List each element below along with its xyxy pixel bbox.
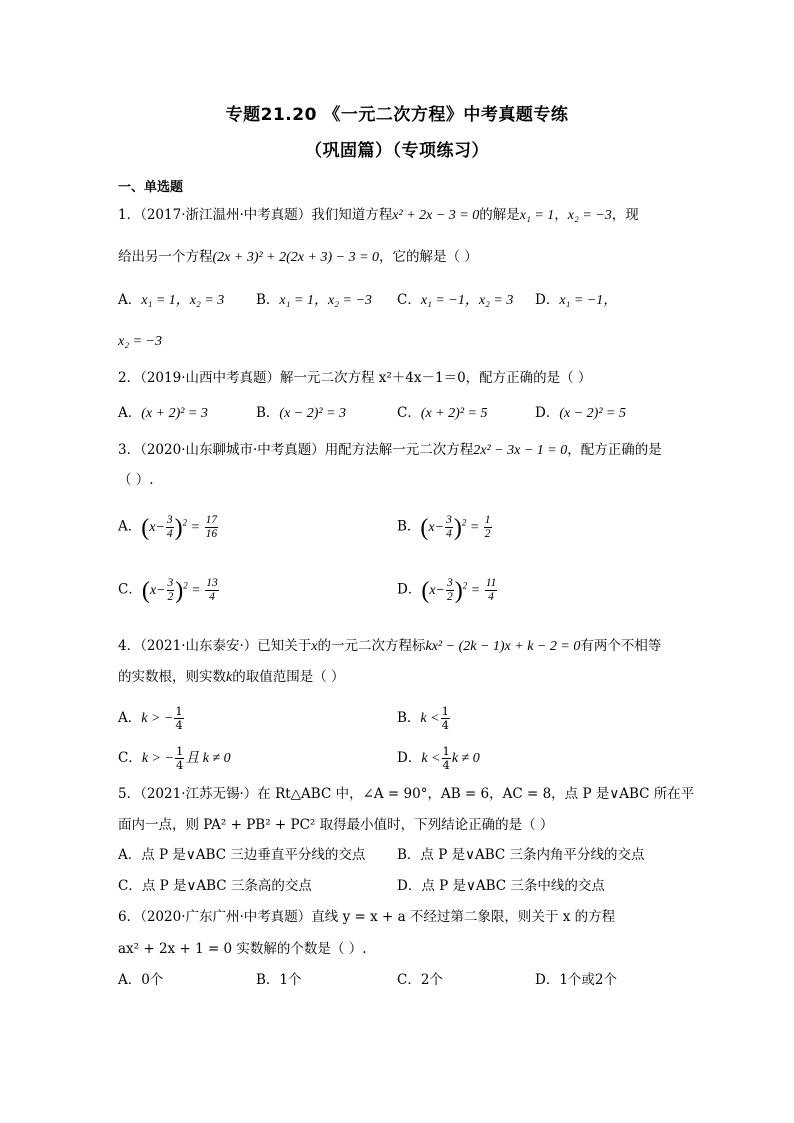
q5-stem-line1: 5．（2021·江苏无锡·）在 Rt△ABC 中，∠A = 90°，AB = 6，AC = 8，点 P 是∨ABC 所在平 [118,786,695,802]
document-subtitle: （巩固篇）（专项练习） [305,141,489,161]
q5-option-b[interactable] [397,845,645,865]
q2-option-c-text: (x + 2)² = 5 [420,406,488,421]
q3-equation: 2x² − 3x − 1 = 0 [473,443,568,458]
q5-option-b-text: 点 P 是∨ABC 三条内角平分线的交点 [420,847,645,863]
q4-stem-line2 [118,667,345,688]
q4-option-b-label: B． [397,710,421,726]
q3-option-b-rhs-fraction: $\frac{1}{2}$ [484,513,491,540]
q1-option-d-text: x₁ = −1， [559,293,618,308]
q6-option-b[interactable] [256,970,302,990]
q1-stem-d: 给出另一个方程 [118,249,213,265]
q5-option-d-text: 点 P 是∨ABC 三条中线的交点 [421,878,605,894]
q4-variable-k: k [226,670,233,685]
q4-option-d-pre: k < [421,751,441,766]
q3-option-b-label: B． [397,518,421,535]
q1-option-c-text: x₁ = −1，x₂ = 3 [420,293,514,308]
q6-option-d[interactable] [535,970,617,990]
document-title: 专题21.20 《一元二次方程》中考真题专练 [225,105,569,125]
q5-option-d-label: D． [397,878,422,894]
q6-stem-line1: 6．（2020·广东广州·中考真题）直线 y = x + a 不经过第二象限，则关于 x 的方程 [118,909,616,925]
q3-stem-a: 3．（2020·山东聊城市·中考真题）用配方法解一元二次方程 [118,442,474,458]
q5-option-b-label: B． [397,847,421,863]
q5-option-a[interactable] [118,845,365,865]
q1-stem-line1 [118,205,639,226]
q2-option-c[interactable] [397,403,487,424]
q4-option-c-label: C． [118,750,142,766]
q6-option-c-label: C． [397,972,421,988]
q6-option-a-label: A． [118,972,142,988]
q6-option-a[interactable] [118,970,163,990]
q3-option-c-lhs-fraction: $\frac{3}{2}$ [167,576,174,603]
q4-option-d-fraction: $\frac{1}{4}$ [442,744,450,772]
q4-option-d[interactable] [397,745,480,772]
q2-option-d-text: (x − 2)² = 5 [559,406,626,421]
q2-stem: 2．（2019·山西中考真题）解一元二次方程 x²＋4x－1＝0，配方正确的是（ ） [118,370,592,386]
q1-solution-2: x₂ = −3 [567,208,612,223]
q5-option-c-text: 点 P 是∨ABC 三条高的交点 [141,878,312,894]
q1-option-d-cont-text: x₂ = −3 [118,334,162,349]
q4-stem-line1 [118,636,661,657]
q2-option-b[interactable] [256,403,346,424]
q3-option-d-label: D． [397,581,422,598]
q1-option-d-continued [118,331,162,352]
q4-stem-a: 4．（2021·山东泰安·）已知关于 [118,638,312,654]
q1-option-b-label: B． [256,292,280,308]
q1-option-d-label: D． [535,292,560,308]
q4-option-a-pre: k > − [141,711,174,726]
q1-equation-2: (2x + 3)² + 2(2x + 3) − 3 = 0 [212,250,380,265]
q3-option-d[interactable]: D．(x− $\frac{3}{2}$ )$^2$ = $\frac{11}{4}$ [397,576,497,604]
q4-option-b-fraction: $\frac{1}{4}$ [441,704,449,732]
q3-option-a-lhs-fraction: $\frac{3}{4}$ [166,513,173,540]
q4-option-d-label: D． [397,750,422,766]
q3-option-a-rhs-fraction: $\frac{17}{16}$ [205,513,218,540]
q6-option-b-label: B． [256,972,280,988]
q1-stem-line2 [118,247,478,268]
q4-option-c-post: 且 k ≠ 0 [185,751,231,766]
q2-option-d-label: D． [535,405,560,421]
q3-stem-line2: （ ）. [118,472,154,488]
q3-option-c-label: C． [118,581,142,598]
q6-option-d-label: D． [535,972,560,988]
q3-option-d-lhs-fraction: $\frac{3}{2}$ [447,576,453,603]
q4-option-c-fraction: $\frac{1}{4}$ [175,744,184,772]
q3-option-a[interactable]: A．(x− $\frac{3}{4}$ )$^2$ = $\frac{17}{16}$ [118,513,218,541]
q4-stem-e: 的取值范围是（ ） [232,669,345,685]
q4-option-b-pre: k < [420,711,440,726]
q1-equation: x² + 2x − 3 = 0 [392,208,480,223]
q1-option-a[interactable] [118,290,224,311]
q4-equation: kx² − (2k − 1)x + k − 2 = 0 [425,639,581,654]
q2-option-a-label: A． [118,405,142,421]
q4-stem-c: 有两个不相等 [580,638,662,654]
q3-option-a-label: A． [118,518,142,535]
q3-option-c-rhs-fraction: $\frac{13}{4}$ [206,576,218,603]
q1-option-b-text: x₁ = 1，x₂ = −3 [279,293,372,308]
q4-option-c[interactable] [118,745,231,772]
q4-option-a-label: A． [118,710,142,726]
q2-option-a-text: (x + 2)² = 3 [141,406,208,421]
q3-option-b-lhs-fraction: $\frac{3}{4}$ [446,513,452,540]
q2-option-b-label: B． [256,405,280,421]
q6-stem-line2: ax² + 2x + 1 = 0 实数解的个数是（ ）. [118,941,367,957]
q5-option-d[interactable] [397,876,605,896]
q4-option-c-pre: k > − [141,751,174,766]
q5-stem-line2: 面内一点，则 PA² + PB² + PC² 取得最小值时，下列结论正确的是（ ） [118,817,554,833]
q1-stem-a: 1．（2017·浙江温州·中考真题）我们知道方程 [118,207,393,223]
q4-stem-d: 的实数根，则实数 [118,669,226,685]
q6-option-b-text: 1个 [279,972,302,988]
q5-option-c-label: C． [118,878,142,894]
q4-option-d-post: k ≠ 0 [451,751,480,766]
q4-option-b[interactable] [397,705,451,732]
q3-option-b[interactable]: B．(x− $\frac{3}{4}$ )$^2$ = $\frac{1}{2}$ [397,513,491,541]
q4-stem-b: 的一元二次方程标 [317,638,426,654]
q3-stem-line1 [118,440,662,461]
q1-option-a-text: x₁ = 1，x₂ = 3 [141,293,225,308]
q6-option-d-text: 1个或2个 [559,972,618,988]
q6-option-a-text: 0个 [141,972,164,988]
q5-option-a-label: A． [118,847,142,863]
q6-option-c-text: 2个 [420,972,443,988]
q3-option-d-rhs-fraction: $\frac{11}{4}$ [485,576,497,603]
q1-stem-c: ，现 [611,207,639,223]
q2-option-d[interactable] [535,403,626,424]
q1-comma: ， [554,207,568,223]
q4-option-a[interactable] [118,705,185,732]
q3-stem-b: ，配方正确的是 [567,442,662,458]
q1-stem-e: ，它的解是（ ） [379,249,478,265]
q1-option-c[interactable] [397,290,513,311]
q5-option-a-text: 点 P 是∨ABC 三边垂直平分线的交点 [141,847,366,863]
q4-variable-x: x [311,639,318,654]
q1-option-c-label: C． [397,292,421,308]
section-heading: 一、单选题 [118,180,184,195]
q2-option-b-text: (x − 2)² = 3 [279,406,347,421]
q5-option-c[interactable] [118,876,312,896]
q6-option-c[interactable] [397,970,443,990]
q1-solution-1: x₁ = 1 [519,208,555,223]
q2-option-c-label: C． [397,405,421,421]
q2-option-a[interactable] [118,403,208,424]
q1-stem-b: 的解是 [479,207,520,223]
q1-option-b[interactable] [256,290,372,311]
q1-option-a-label: A． [118,292,142,308]
q4-option-a-fraction: $\frac{1}{4}$ [175,704,183,732]
q3-option-c[interactable]: C．(x− $\frac{3}{2}$ )$^2$ = $\frac{13}{4}$ [118,576,218,604]
q1-option-d[interactable] [535,290,617,311]
